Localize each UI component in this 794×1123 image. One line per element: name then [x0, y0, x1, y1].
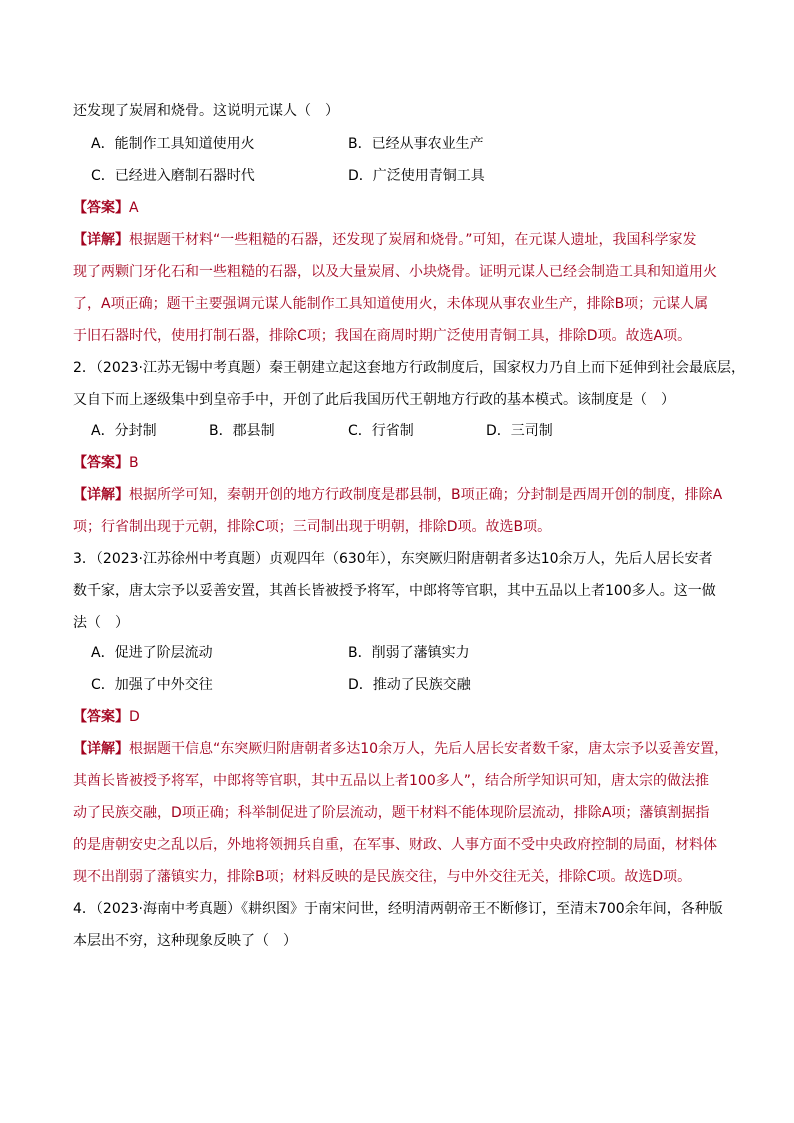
- q3-stem-line: 3．（2023·江苏徐州中考真题）贞观四年（630年），东突厥归附唐朝者多达10余万人，先后人居长安者: [73, 551, 713, 567]
- q1-detail-line: 了，A项正确；题干主要强调元谋人能制作工具知道使用火，未体现从事农业生产，排除B项；元谋人属: [73, 296, 709, 312]
- q3-option-a: A．促进了阶层流动: [91, 645, 213, 661]
- detail-text: 根据所学可知，秦朝开创的地方行政制度是郡县制，B项正确；分封制是西周开创的制度，排除A: [129, 487, 723, 503]
- q1-option-b: B．已经从事农业生产: [348, 136, 484, 152]
- q1-option-d: D．广泛使用青铜工具: [348, 168, 485, 184]
- q1-detail-line: 现了两颗门牙化石和一些粗糙的石器，以及大量炭屑、小块烧骨。证明元谋人已经会制造工具和知道用火: [73, 264, 717, 280]
- q2-option-c: C．行省制: [348, 423, 414, 439]
- q2-answer: [73, 453, 139, 473]
- q4-stem-line: 本层出不穷，这种现象反映了（ ）: [73, 933, 297, 949]
- answer-tag: 【答案】: [73, 709, 129, 725]
- q1-option-a: A．能制作工具知道使用火: [91, 136, 255, 152]
- q1-option-c: C．已经进入磨制石器时代: [91, 168, 255, 184]
- detail-text: 根据题干信息“东突厥归附唐朝者多达10余万人，先后人居长安者数千家，唐太宗予以妥善安置，: [129, 741, 729, 757]
- q3-detail-line: 现不出削弱了藩镇实力，排除B项；材料反映的是民族交往，与中外交往无关，排除C项。故选D项。: [73, 869, 692, 885]
- q1-answer: [73, 198, 139, 218]
- q2-detail-line: 项；行省制出现于元朝，排除C项；三司制出现于明朝，排除D项。故选B项。: [73, 519, 552, 535]
- answer-tag: 【答案】: [73, 455, 129, 471]
- q3-detail-line: 的是唐朝安史之乱以后，外地将领拥兵自重，在军事、财政、人事方面不受中央政府控制的局面，材料体: [73, 837, 717, 853]
- q3-detail-line: [73, 739, 728, 759]
- q1-stem-tail: 还发现了炭屑和烧骨。这说明元谋人（ ）: [73, 103, 339, 119]
- q2-stem-line: 2．（2023·江苏无锡中考真题）秦王朝建立起这套地方行政制度后，国家权力乃自上而下延伸到社会最底层，: [73, 360, 745, 376]
- q2-stem-line: 又自下而上逐级集中到皇帝手中，开创了此后我国历代王朝地方行政的基本模式。该制度是（ ）: [73, 392, 675, 408]
- q1-detail-line: 于旧石器时代，使用打制石器，排除C项；我国在商周时期广泛使用青铜工具，排除D项。故选A项。: [73, 328, 692, 344]
- detail-tag: 【详解】: [73, 741, 129, 757]
- q3-option-d: D．推动了民族交融: [348, 677, 471, 693]
- detail-tag: 【详解】: [73, 487, 129, 503]
- q3-stem-line: 法（ ）: [73, 615, 129, 631]
- q3-option-b: B．削弱了藩镇实力: [348, 645, 470, 661]
- answer-value: D: [129, 709, 140, 725]
- q1-detail-line: [73, 230, 697, 250]
- q2-detail-line: [73, 485, 722, 505]
- answer-tag: 【答案】: [73, 200, 129, 216]
- answer-value: A: [129, 200, 139, 216]
- q3-option-c: C．加强了中外交往: [91, 677, 213, 693]
- detail-text: 根据题干材料“一些粗糙的石器，还发现了炭屑和烧骨。”可知，在元谋人遗址，我国科学家发: [129, 232, 697, 248]
- q3-detail-line: 动了民族交融，D项正确；科举制促进了阶层流动，题干材料不能体现阶层流动，排除A项；藩镇割据指: [73, 805, 710, 821]
- q2-option-d: D．三司制: [486, 423, 553, 439]
- q3-detail-line: 其酋长皆被授予将军，中郎将等官职，其中五品以上者100多人”，结合所学知识可知，唐太宗的做法推: [73, 773, 709, 789]
- q3-answer: [73, 707, 140, 727]
- q2-option-b: B．郡县制: [209, 423, 275, 439]
- q3-stem-line: 数千家，唐太宗予以妥善安置，其酋长皆被授予将军，中郎将等官职，其中五品以上者100多人。这一做: [73, 583, 716, 599]
- q4-stem-line: 4．（2023·海南中考真题）《耕织图》于南宋问世，经明清两朝帝王不断修订，至清末700余年间，各种版: [73, 901, 723, 917]
- q2-option-a: A．分封制: [91, 423, 157, 439]
- detail-tag: 【详解】: [73, 232, 129, 248]
- answer-value: B: [129, 455, 139, 471]
